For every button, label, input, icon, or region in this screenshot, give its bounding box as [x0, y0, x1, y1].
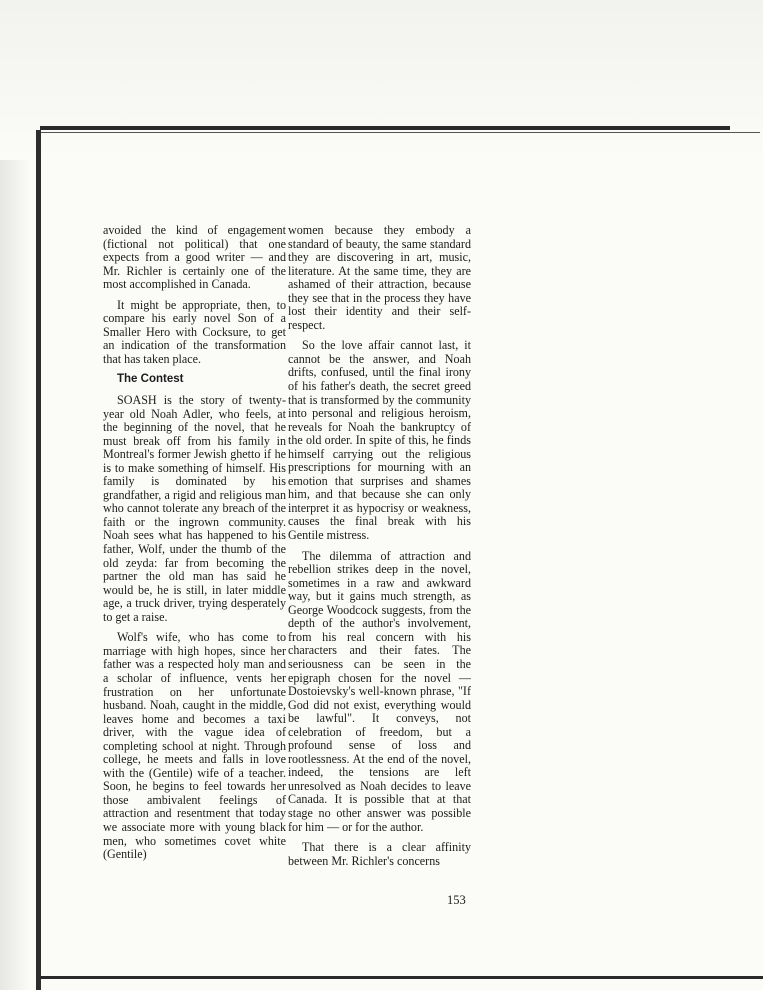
text-column-left	[103, 224, 286, 862]
paragraph: SOASH is the story of twenty-year old Noah Adler, who feels, at the beginning of the novel, that he must break off from his family in Montreal's former Jewish ghetto if he is to make something of himself. His family is dominated by his grandfather, a rigid and religious man who cannot tolerate any breach of the faith or the ingrown community. Noah sees what has happened to his father, Wolf, under the thumb of the old zeyda: far from becoming the partner the old man has said he would be, he is still, in later middle age, a truck driver, trying desperately to get a raise.	[103, 393, 286, 624]
paragraph: That there is a clear affinity between Mr. Richler's concerns	[288, 840, 471, 868]
page-number: 153	[447, 893, 466, 907]
top-rule	[40, 126, 730, 130]
paragraph: The dilemma of attraction and rebellion strikes deep in the novel, sometimes in a raw and awkward way, but it gains much strength, as George Woodcock suggests, from the depth of the author's involvement, from his real concern with his characters and their fates. The seriousness can be seen in the epigraph chosen for the novel — Dostoievsky's well-known phrase, "If God did not exist, everything would be lawful". It conveys, not celebration of freedom, but a profound sense of loss and rootlessness. At the end of the novel, indeed, the tensions are left unresolved as Noah decides to leave Canada. It is possible that at that stage no other answer was possible for him — or for the author.	[288, 548, 471, 834]
paragraph: women because they embody a standard of beauty, the same standard they are discovering in art, music, literature. At the same time, they are ashamed of their attraction, because they see that in the process they have lost their identity and their self-respect.	[288, 223, 471, 332]
paragraph: So the love affair cannot last, it cannot be the answer, and Noah drifts, confused, until the final irony of his father's death, the secret greed that is transformed by the community into personal and religious heroism, reveals for Noah the bankruptcy of the old order. In spite of this, he finds himself carrying out the religious prescriptions for mourning with an emotion that surprises and shames him, and that because she can only interpret it as hypocrisy or weakness, causes the final break with his Gentile mistress.	[288, 338, 471, 543]
text-column-right	[288, 224, 471, 868]
top-rule-thin	[40, 132, 760, 133]
bottom-rule	[40, 976, 763, 979]
paragraph: Wolf's wife, who has come to marriage with high hopes, since her father was a respected holy man and a scholar of influence, vents her frustration on her unfortunate husband. Noah, caught in the middle, leaves home and becomes a taxi driver, with the vague idea of completing school at night. Through college, he meets and falls in love with the (Gentile) wife of a teacher. Soon, he begins to feel towards her those ambivalent feelings of attraction and resentment that today we associate more with young black men, who sometimes covet white (Gentile)	[103, 630, 286, 862]
paragraph: It might be appropriate, then, to compare his early novel Son of a Smaller Hero with Cocksure, to get an indication of the transformation that has taken place.	[103, 297, 286, 366]
paragraph: avoided the kind of engagement (fictional not political) that one expects from a good writer — and Mr. Richler is certainly one of the most accomplished in Canada.	[103, 223, 286, 292]
section-heading: The Contest	[117, 373, 184, 386]
page-left-edge	[36, 130, 41, 990]
scan-shadow	[0, 0, 763, 160]
